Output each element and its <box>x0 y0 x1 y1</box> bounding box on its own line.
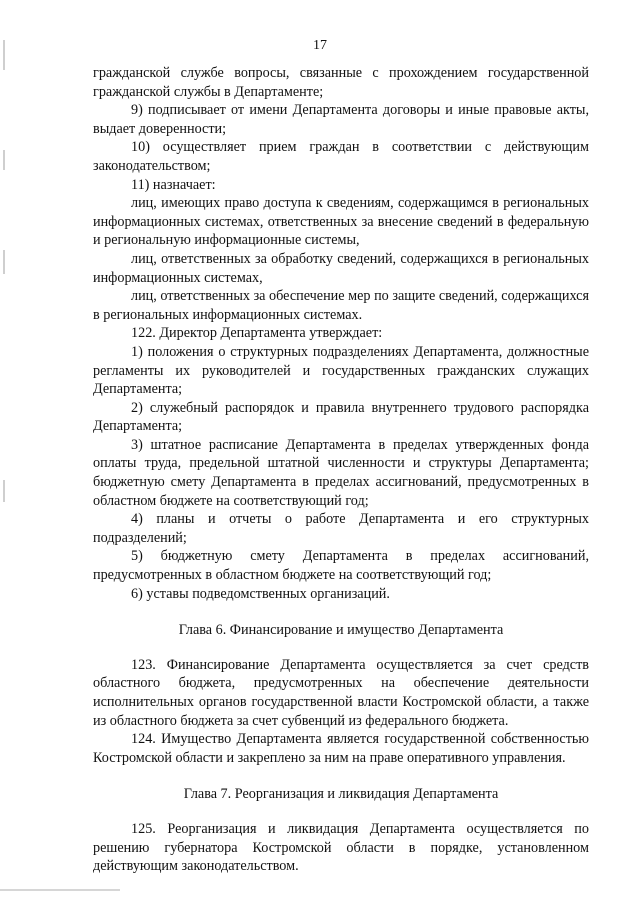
paragraph: лиц, ответственных за обработку сведений, содержащихся в региональных информационных системах, <box>93 250 589 286</box>
chapter-7-heading: Глава 7. Реорганизация и ликвидация Департамента <box>183 786 499 803</box>
paragraph: лиц, имеющих право доступа к сведениям, содержащимся в региональных информационных системах, ответственных за внесение сведений в федеральную и региональную информационные системы, <box>93 195 589 249</box>
chapter-6-heading: Глава 6. Финансирование и имущество Департамента <box>178 622 504 639</box>
paragraph: 11) назначает: <box>131 176 216 193</box>
paragraph: 122. Директор Департамента утверждает: <box>131 325 383 342</box>
scan-edge-mark <box>3 250 5 274</box>
paragraph: 9) подписывает от имени Департамента договоры и иные правовые акты, выдает доверенности; <box>93 102 589 137</box>
paragraph: 125. Реорганизация и ликвидация Департамента осуществляется по решению губернатора Костромской области в порядке, установленном действующим законодательством. <box>93 820 589 875</box>
paragraph: 3) штатное расписание Департамента в пределах утвержденных фонда оплаты труда, предельной штатной численности и структуры Департамента; бюджетную смету Департамента в пределах ассигнований, предусмотренных в областном бюджете на соответствующий год; <box>93 436 589 509</box>
paragraph: лиц, ответственных за обеспечение мер по защите сведений, содержащихся в региональных информационных системах. <box>93 288 589 323</box>
scan-edge-mark <box>0 889 120 891</box>
page-number: 17 <box>313 38 327 53</box>
paragraph: 1) положения о структурных подразделениях Департамента, должностные регламенты их руководителей и государственных гражданских служащих Департамента; <box>93 343 589 398</box>
paragraph: 4) планы и отчеты о работе Департамента и его структурных подразделений; <box>93 511 589 546</box>
scan-edge-mark <box>3 480 5 502</box>
paragraph: 10) осуществляет прием граждан в соответствии с действующим законодательством; <box>93 139 589 174</box>
document-body <box>93 64 589 876</box>
paragraph: 123. Финансирование Департамента осуществляется за счет средств областного бюджета, предусмотренных на обеспечение деятельности исполнительных органов государственной власти Костромской области, а также из областного бюджета за счет субвенций из федерального бюджета. <box>93 656 589 729</box>
paragraph: 6) уставы подведомственных организаций. <box>131 585 390 602</box>
paragraph: 2) служебный распорядок и правила внутреннего трудового распорядка Департамента; <box>93 399 589 435</box>
paragraph: 124. Имущество Департамента является государственной собственностью Костромской области и закреплено за ним на праве оперативного управления. <box>93 731 589 766</box>
paragraph: гражданской службе вопросы, связанные с прохождением государственной гражданской службы в Департаменте; <box>93 65 589 100</box>
paragraph: 5) бюджетную смету Департамента в пределах ассигнований, предусмотренных в областном бюджете на соответствующий год; <box>93 548 589 584</box>
scan-edge-mark <box>3 150 5 170</box>
